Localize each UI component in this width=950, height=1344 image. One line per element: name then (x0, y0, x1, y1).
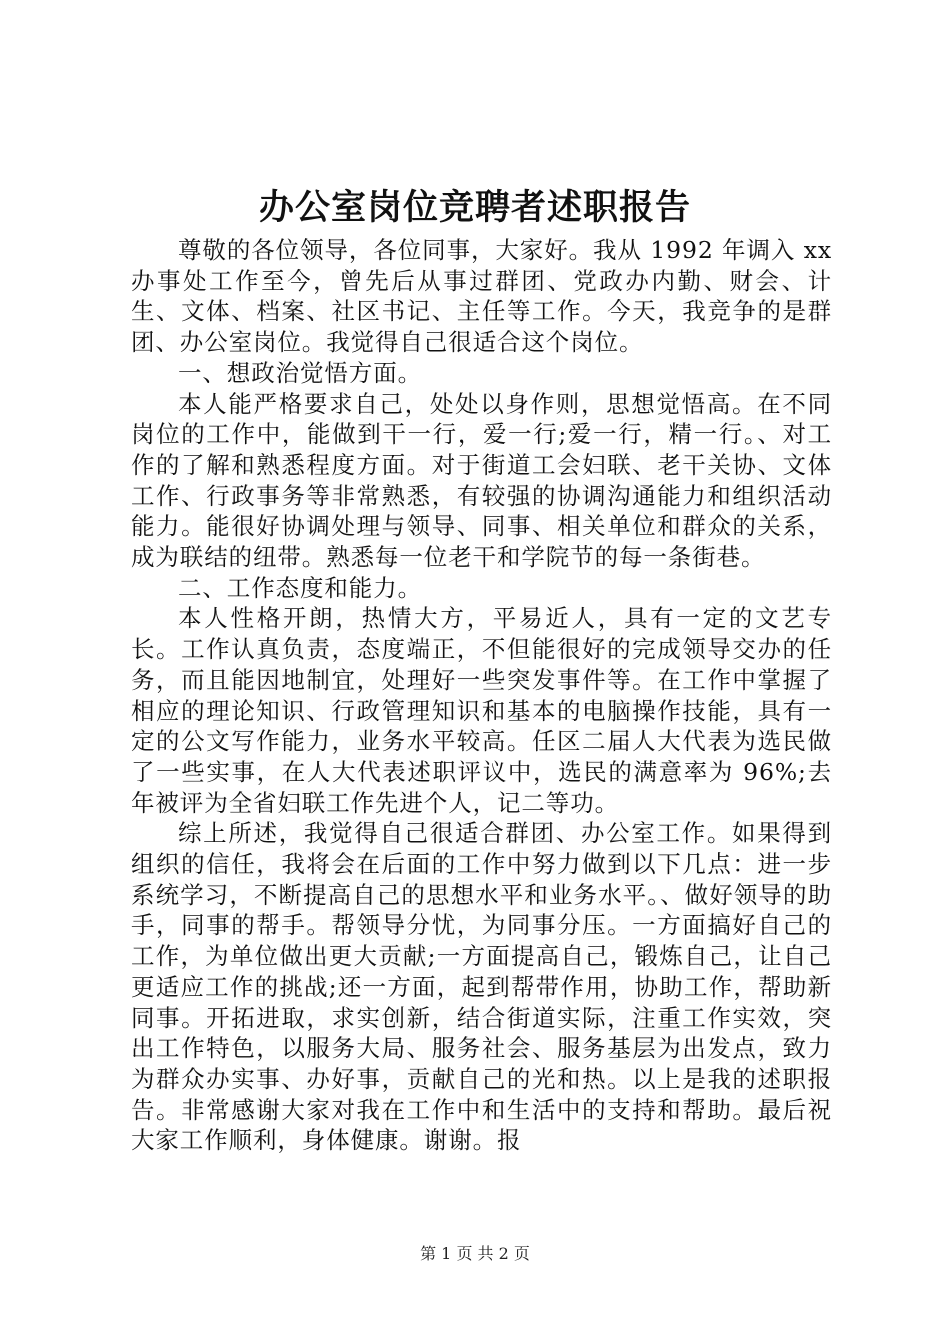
paragraph-summary: 综上所述，我觉得自己很适合群团、办公室工作。如果得到组织的信任，我将会在后面的工作中努力做到以下几点：进一步系统学习，不断提高自己的思想水平和业务水平。、做好领导的助手，同事的帮手。帮领导分忧，为同事分压。一方面搞好自己的工作，为单位做出更大贡献;一方面提高自己，锻炼自己，让自己更适应工作的挑战;还一方面，起到帮带作用，协助工作，帮助新同事。开拓进取，求实创新，结合街道实际，注重工作实效，突出工作特色，以服务大局、服务社会、服务基层为出发点，致力为群众办实事、办好事，贡献自己的光和热。以上是我的述职报告。非常感谢大家对我在工作中和生活中的支持和帮助。最后祝大家工作顺利，身体健康。谢谢。报 (131, 819, 832, 1155)
section-heading-political: 一、想政治觉悟方面。 (178, 358, 422, 387)
page-footer: 第 1 页 共 2 页 (420, 1244, 530, 1263)
paragraph-political: 本人能严格要求自己，处处以身作则，思想觉悟高。在不同岗位的工作中，能做到干一行，爱一行;爱一行，精一行。、对工作的了解和熟悉程度方面。对于街道工会妇联、老干关协、文体工作、行政事务等非常熟悉，有较强的协调沟通能力和组织活动能力。能很好协调处理与领导、同事、相关单位和群众的关系，成为联结的纽带。熟悉每一位老干和学院节的每一条街巷。 (131, 389, 832, 572)
document-body (131, 235, 832, 1156)
paragraph-greeting: 尊敬的各位领导，各位同事，大家好。我从 1992 年调入 xx 办事处工作至今，曾先后从事过群团、党政办内勤、财会、计生、文体、档案、社区书记、主任等工作。今天，我竞争的是群团、办公室岗位。我觉得自己很适合这个岗位。 (131, 236, 832, 357)
section-heading-attitude: 二、工作态度和能力。 (178, 573, 422, 602)
paragraph-attitude: 本人性格开朗，热情大方，平易近人，具有一定的文艺专长。工作认真负责，态度端正，不但能很好的完成领导交办的任务，而且能因地制宜，处理好一些突发事件等。在工作中掌握了相应的理论知识、行政管理知识和基本的电脑操作技能，具有一定的公文写作能力，业务水平较高。任区二届人大代表为选民做了一些实事，在人大代表述职评议中，选民的满意率为 96%;去年被评为全省妇联工作先进个人，记二等功。 (131, 604, 832, 817)
document-title: 办公室岗位竞聘者述职报告 (258, 187, 691, 228)
